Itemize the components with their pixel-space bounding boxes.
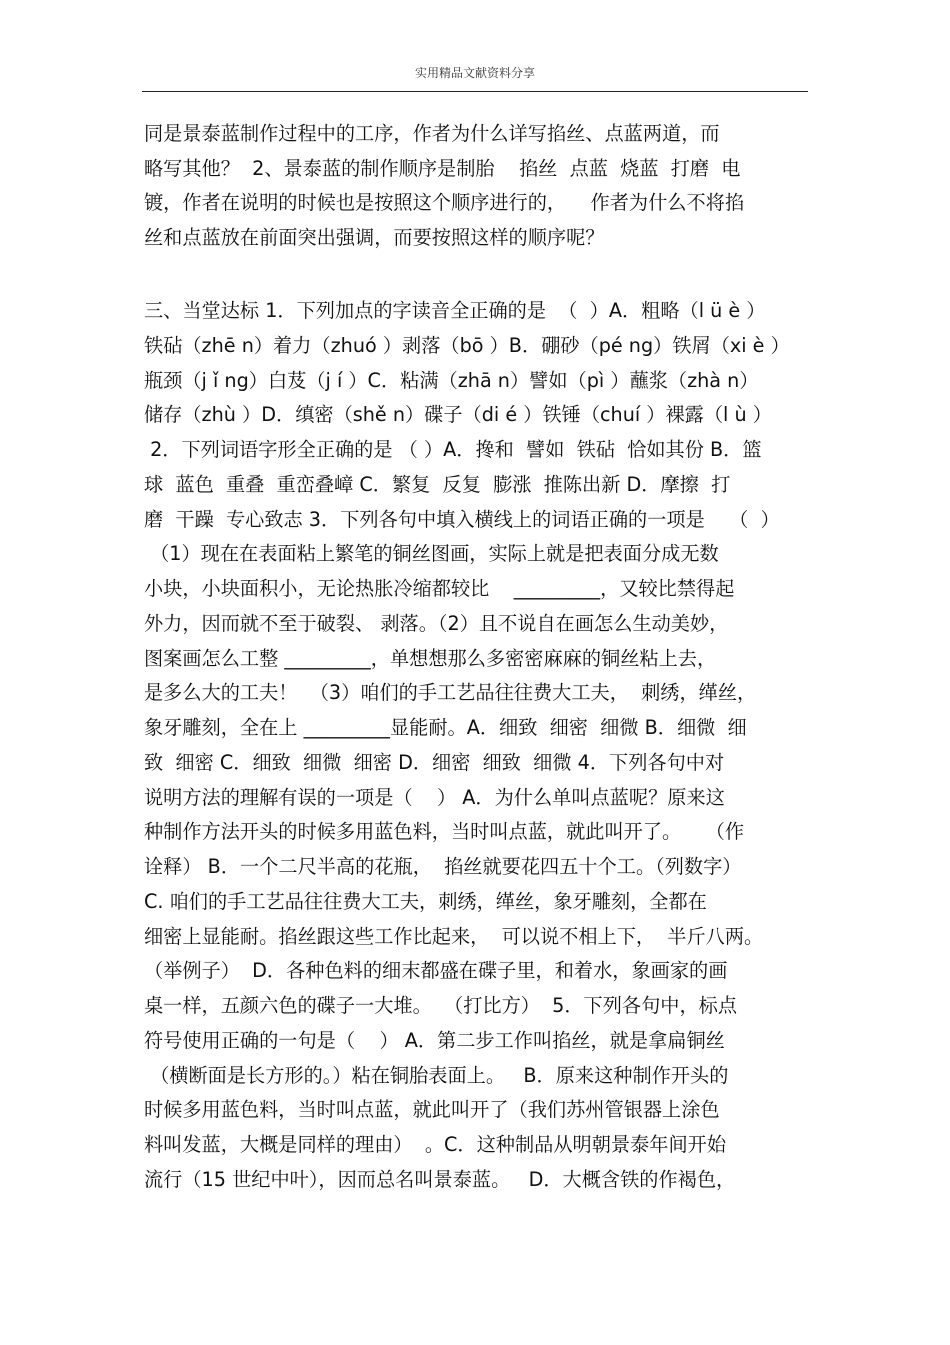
text-line: 流行（15 世纪中叶），因而总名叫景泰蓝。 D．大概含铁的作褐色， (144, 1167, 736, 1191)
header-divider (142, 91, 808, 92)
text-line: 略写其他？ 2、景泰蓝的制作顺序是制胎 掐丝 点蓝 烧蓝 打磨 电 (144, 156, 741, 180)
text-line: （横断面是长方形的。）粘在铜胎表面上。 B．原来这种制作开头的 (144, 1063, 729, 1087)
text-line: 同是景泰蓝制作过程中的工序，作者为什么详写掐丝、点蓝两道，而 (144, 122, 720, 145)
text-line: 三、当堂达标 1．下列加点的字读音全正确的是 （ ）A．粗略（l ü è ） (144, 299, 766, 322)
text-line: 料叫发蓝，大概是同样的理由） 。C．这种制品从明朝景泰年间开始 (144, 1133, 727, 1156)
text-line: 诠释） B．一个二尺半高的花瓶， 掐丝就要花四五十个工。（列数字） (144, 855, 742, 878)
text-line: 2．下列词语字形全正确的是 （ ）A．搀和 譬如 铁砧 恰如其份 B．篮 (144, 438, 762, 461)
paragraph-exercises (144, 294, 824, 1198)
text-line: （1）现在在表面粘上繁笔的铜丝图画，实际上就是把表面分成无数 (144, 542, 719, 566)
text-line: 桌一样，五颜六色的碟子一大堆。 （打比方） 5．下列各句中，标点 (144, 994, 738, 1017)
text-line: 致 细密 C．细致 细微 细密 D．细密 细致 细微 4．下列各句中对 (144, 750, 725, 774)
paragraph-question-2 (144, 117, 824, 255)
text-line: 储存（zhù ）D．缜密（shě n）碟子（di é ）铁锤（chuí ）裸露（l ù ） (144, 403, 772, 427)
text-line: C. 咱们的手工艺品往往费大工夫，刺绣，缂丝，象牙雕刻，全都在 (144, 889, 707, 913)
text-line: 瓶颈（j ǐ ng）白芨（j í ）C．粘满（zhā n）譬如（pì ）蘸浆（zhà n） (144, 368, 759, 392)
text-line: 镀，作者在说明的时候也是按照这个顺序进行的， 作者为什么不将掐 (144, 191, 745, 214)
text-line: （举例子） D．各种色料的细末都盛在碟子里，和着水，象画家的画 (144, 959, 728, 983)
text-line: 外力，因而就不至于破裂、 剥落。（2）且不说自在画怎么生动美妙， (144, 611, 729, 635)
text-line: 时候多用蓝色料，当时叫点蓝，就此叫开了（我们苏州管银器上涂色 (144, 1098, 720, 1122)
text-line: 图案画怎么工整 _________，单想想那么多密密麻麻的铜丝粘上去， (144, 646, 717, 670)
text-line: 符号使用正确的一句是（ ） A．第二步工作叫掐丝，就是拿扁铜丝 (144, 1028, 725, 1052)
text-line: 象牙雕刻，全在上 _________显能耐。A．细致 细密 细微 B．细微 细 (144, 716, 747, 739)
text-line: 说明方法的理解有误的一项是（ ） A．为什么单叫点蓝呢？原来这 (144, 785, 725, 809)
text-line: 细密上显能耐。掐丝跟这些工作比起来， 可以说不相上下， 半斤八两。 (144, 924, 764, 948)
text-line: 种制作方法开头的时候多用蓝色料，当时叫点蓝，就此叫开了。 （作 (144, 820, 745, 844)
text-line: 球 蓝色 重叠 重峦叠嶂 C．繁复 反复 膨涨 推陈出新 D．摩擦 打 (144, 472, 731, 496)
text-line: 丝和点蓝放在前面突出强调，而要按照这样的顺序呢？ (144, 225, 605, 249)
text-line: 磨 干躁 专心致志 3．下列各句中填入横线上的词语正确的一项是 （ ） (144, 507, 780, 531)
text-line: 小块，小块面积小，无论热胀冷缩都较比 _________，又较比禁得起 (144, 577, 735, 600)
page-header: 实用精品文献资料分享 (414, 66, 535, 80)
text-line: 铁砧（zhē n）着力（zhuó ）剥落（bō ）B．硼砂（pé ng）铁屑（xi è ） (144, 333, 790, 357)
text-line: 是多么大的工夫！ （3）咱们的手工艺品往往费大工夫， 刺绣，缂丝， (144, 681, 757, 705)
